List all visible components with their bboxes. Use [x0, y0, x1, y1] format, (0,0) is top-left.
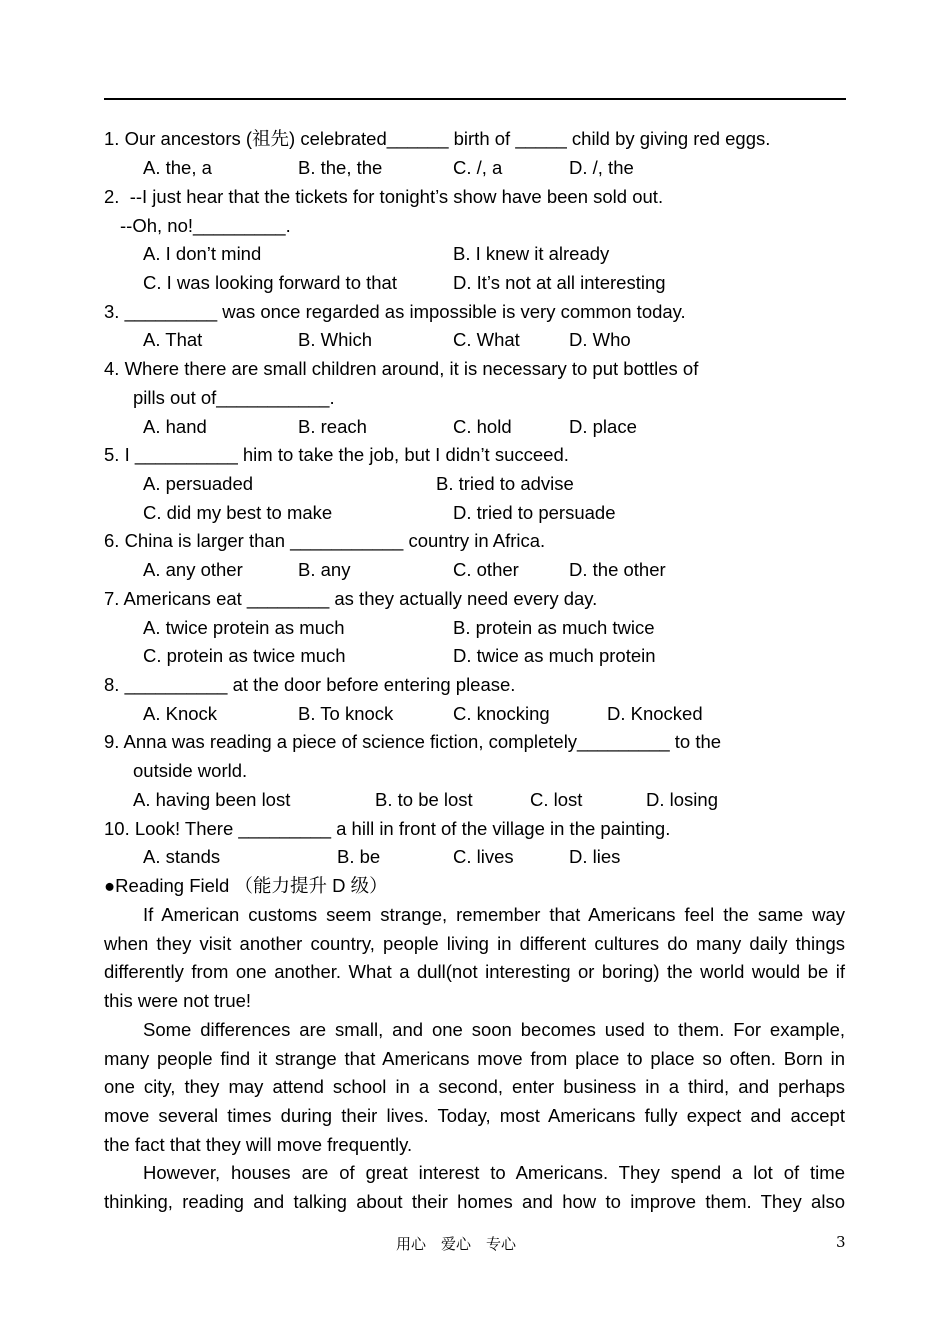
option: D. /, the	[569, 157, 634, 178]
option: A. the, a	[143, 157, 212, 178]
option: D. Knocked	[607, 703, 703, 724]
option: B. to be lost	[375, 789, 473, 810]
footer-motto: 用心 爱心 专心	[396, 1235, 517, 1253]
question-4-stem-cont: pills out of___________.	[133, 387, 335, 408]
option: A. having been lost	[133, 789, 291, 810]
option: C. I was looking forward to that	[143, 272, 397, 293]
option: C. lives	[453, 846, 514, 867]
question-3-stem: 3. _________ was once regarded as impossible is very common today.	[104, 301, 686, 322]
option: D. lies	[569, 846, 621, 867]
option: B. Which	[298, 329, 373, 350]
option: C. protein as twice much	[143, 645, 346, 666]
option: D. losing	[646, 789, 718, 810]
option: B. the, the	[298, 157, 383, 178]
option: A. Knock	[143, 703, 218, 724]
option: C. did my best to make	[143, 502, 333, 523]
option: A. stands	[143, 846, 221, 867]
paragraph-line: However, houses are of great interest to Americans. They spend a lot of time	[143, 1162, 845, 1183]
option: B. be	[337, 846, 381, 867]
option: D. It’s not at all interesting	[453, 272, 666, 293]
option: B. reach	[298, 416, 367, 437]
option: A. twice protein as much	[143, 617, 345, 638]
option: C. What	[453, 329, 520, 350]
question-6-stem: 6. China is larger than ___________ country in Africa.	[104, 530, 546, 551]
option: A. That	[143, 329, 203, 350]
option: B. I knew it already	[453, 243, 610, 264]
paragraph-line: many people find it strange that Americans move from place to place so often. Born in	[104, 1048, 845, 1069]
question-8-stem: 8. __________ at the door before entering please.	[104, 674, 516, 695]
option: A. I don’t mind	[143, 243, 262, 264]
paragraph-line: If American customs seem strange, remember that Americans feel the same way	[143, 904, 845, 925]
option: B. tried to advise	[436, 473, 574, 494]
option: D. tried to persuade	[453, 502, 616, 523]
question-5-stem: 5. I __________ him to take the job, but I didn’t succeed.	[104, 444, 569, 465]
question-9-stem-cont: outside world.	[133, 760, 248, 781]
option: B. protein as much twice	[453, 617, 655, 638]
question-7-stem: 7. Americans eat ________ as they actually need every day.	[104, 588, 598, 609]
option: C. lost	[530, 789, 583, 810]
option: D. twice as much protein	[453, 645, 656, 666]
paragraph-line: when they visit another country, people living in different cultures do many daily things	[104, 933, 845, 954]
option: C. hold	[453, 416, 512, 437]
reading-heading: ●Reading Field （能力提升 D 级）	[104, 875, 388, 896]
option: A. persuaded	[143, 473, 254, 494]
question-10-stem: 10. Look! There _________ a hill in front of the village in the painting.	[104, 818, 671, 839]
question-1-stem: 1. Our ancestors (祖先) celebrated______ birth of _____ child by giving red eggs.	[104, 128, 771, 149]
option: C. other	[453, 559, 519, 580]
option: D. place	[569, 416, 637, 437]
paragraph-line: thinking, reading and talking about their homes and how to improve them. They also	[104, 1191, 845, 1212]
option: C. /, a	[453, 157, 503, 178]
paragraph-line: Some differences are small, and one soon becomes used to them. For example,	[143, 1019, 845, 1040]
paragraph-line: move several times during their lives. Today, most Americans fully expect and accept	[104, 1105, 845, 1126]
question-9-stem: 9. Anna was reading a piece of science fiction, completely_________ to the	[104, 731, 722, 752]
option: D. Who	[569, 329, 631, 350]
option: B. any	[298, 559, 351, 580]
option: C. knocking	[453, 703, 550, 724]
question-2-stem: 2. --I just hear that the tickets for tonight’s show have been sold out.	[104, 186, 664, 207]
page-number: 3	[836, 1233, 846, 1251]
option: B. To knock	[298, 703, 394, 724]
option: A. any other	[143, 559, 243, 580]
question-2-stem-cont: --Oh, no!_________.	[120, 215, 291, 236]
option: D. the other	[569, 559, 666, 580]
paragraph-line: this were not true!	[104, 990, 252, 1011]
header-rule	[104, 98, 846, 100]
question-4-stem: 4. Where there are small children around, it is necessary to put bottles of	[104, 358, 699, 379]
paragraph-line: one city, they may attend school in a second, enter business in a third, and perhaps	[104, 1076, 845, 1097]
option: A. hand	[143, 416, 207, 437]
paragraph-line: the fact that they will move frequently.	[104, 1134, 413, 1155]
paragraph-line: differently from one another. What a dull(not interesting or boring) the world would be if	[104, 961, 845, 982]
